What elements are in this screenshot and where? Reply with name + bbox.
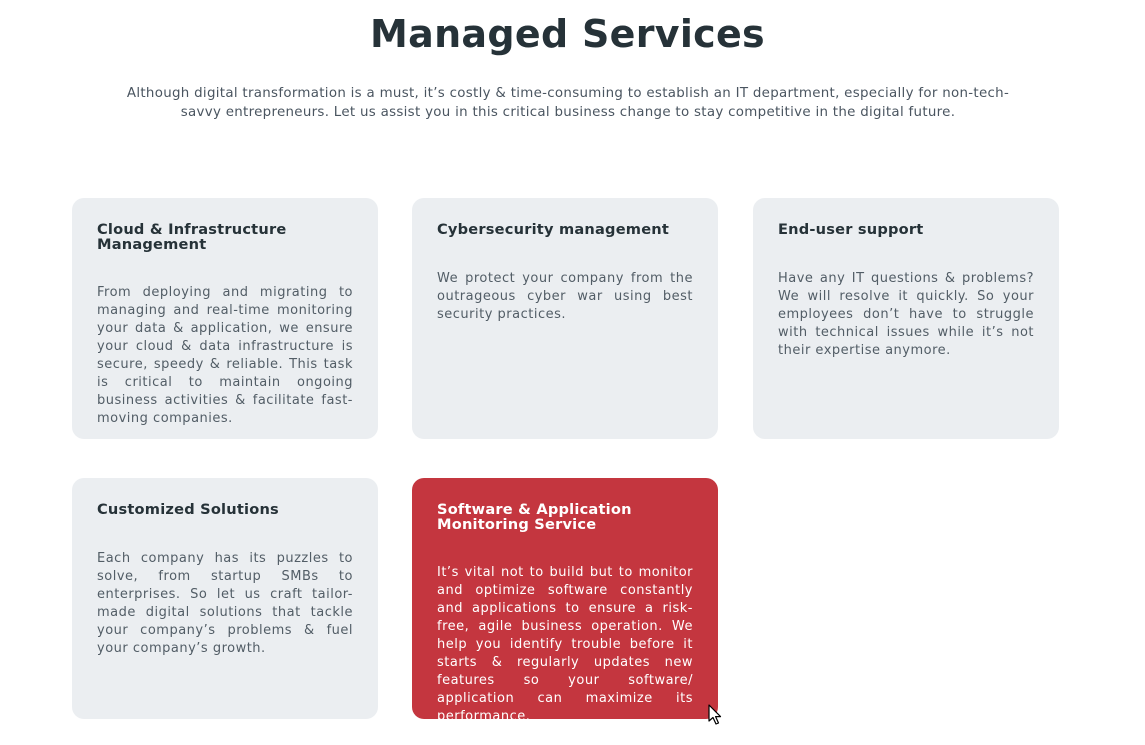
service-card-customized-solutions[interactable] <box>72 478 378 719</box>
service-card-cybersecurity[interactable] <box>412 198 718 439</box>
card-description: Each company has its puzzles to solve, from startup SMBs to enterprises. So let us craft tailor-made digital solutions that tackle your company’s problems & fuel your company’s growth. <box>97 551 353 656</box>
service-card-software-monitoring[interactable] <box>412 478 718 724</box>
page-intro: Although digital transformation is a must, it’s costly & time-consuming to establish an IT department, especially for non-tech-savvy entrepreneurs. Let us assist you in this critical business change to stay competitive in the digital future. <box>126 86 1010 120</box>
mouse-pointer-icon <box>708 704 724 726</box>
card-description: It’s vital not to build but to monitor and optimize software constantly and applications to ensure a risk-free, agile business operation. We help you identify trouble before it starts & regularly updates new features so your software/ application can maximize its performance. <box>437 565 693 724</box>
service-card-cloud-infrastructure[interactable] <box>72 198 378 439</box>
card-title: Cloud & Infrastructure Management <box>97 221 287 253</box>
card-description: From deploying and migrating to managing and real-time monitoring your data & application, we ensure your cloud & data infrastructure is secure, speedy & reliable. This task is critical to maintain ongoing business activities & facilitate fast-moving companies. <box>97 285 353 426</box>
card-title: End-user support <box>778 221 924 238</box>
service-card-end-user-support[interactable] <box>753 198 1059 439</box>
card-description: We protect your company from the outrageous cyber war using best security practices. <box>437 271 693 322</box>
card-title: Software & Application Monitoring Service <box>437 501 632 533</box>
card-title: Cybersecurity management <box>437 221 670 238</box>
card-title: Customized Solutions <box>97 501 279 518</box>
card-description: Have any IT questions & problems? We will resolve it quickly. So your employees don’t have to struggle with technical issues while it’s not their expertise anymore. <box>778 271 1034 358</box>
page-title: Managed Services <box>370 12 765 56</box>
